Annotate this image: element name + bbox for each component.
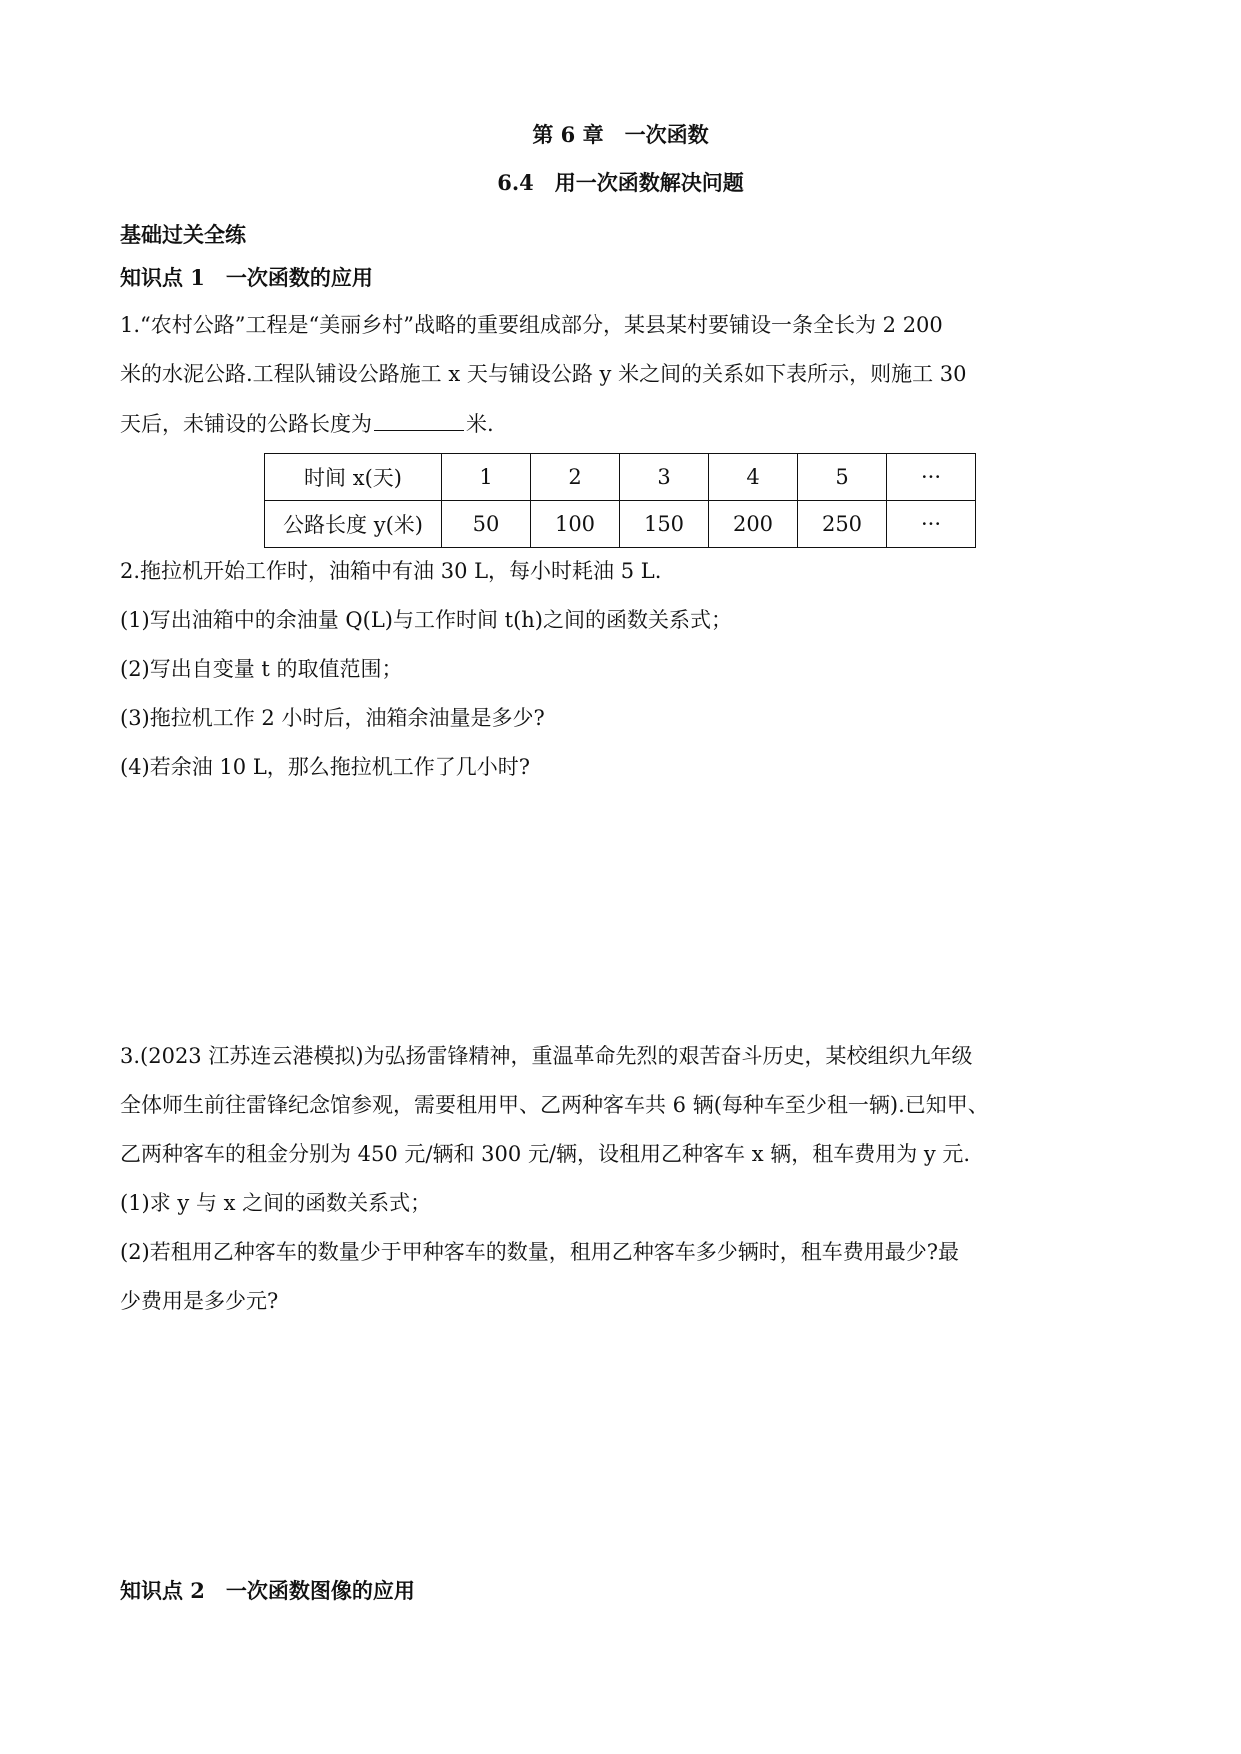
q3-part-2-line-2: 少费用是多少元?: [120, 1289, 279, 1313]
table-cell: 100: [531, 501, 620, 548]
table-cell: 250: [798, 501, 887, 548]
q3-line-1: 3.(2023 江苏连云港模拟)为弘扬雷锋精神，重温革命先烈的艰苦奋斗历史，某校组织九年级: [120, 1044, 973, 1068]
q1-line-1: 1.“农村公路”工程是“美丽乡村”战略的重要组成部分，某县某村要铺设一条全长为 2 200: [120, 313, 943, 337]
q3-part-1: (1)求 y 与 x 之间的函数关系式；: [120, 1191, 432, 1215]
q2-part-3: (3)拖拉机工作 2 小时后，油箱余油量是多少?: [120, 706, 545, 730]
q1-line-3: [120, 408, 1130, 439]
q1-line-3-text: 天后，未铺设的公路长度为: [120, 412, 372, 436]
q2-part-2: (2)写出自变量 t 的取值范围；: [120, 657, 403, 681]
q3-line-3: 乙两种客车的租金分别为 450 元/辆和 300 元/辆，设租用乙种客车 x 辆，租车费用为 y 元.: [120, 1142, 971, 1166]
table-cell: 1: [442, 454, 531, 501]
section-title: 6.4 用一次函数解决问题: [497, 170, 744, 195]
table-cell: 4: [709, 454, 798, 501]
table-cell: 150: [620, 501, 709, 548]
answer-blank: [374, 408, 464, 431]
table-cell: 时间 x(天): [265, 454, 442, 501]
q2-part-4: (4)若余油 10 L，那么拖拉机工作了几小时?: [120, 755, 531, 779]
table-row: [265, 454, 976, 501]
table-cell: 3: [620, 454, 709, 501]
table-cell: ···: [887, 501, 976, 548]
q2-stem: 2.拖拉机开始工作时，油箱中有油 30 L，每小时耗油 5 L.: [120, 559, 662, 583]
table-cell: 5: [798, 454, 887, 501]
knowledge-point-1-heading: 知识点 1 一次函数的应用: [120, 265, 373, 290]
table-row: [265, 501, 976, 548]
q3-line-2: 全体师生前往雷锋纪念馆参观，需要租用甲、乙两种客车共 6 辆(每种车至少租一辆).已知甲、: [120, 1093, 989, 1117]
q3-part-2-line-1: (2)若租用乙种客车的数量少于甲种客车的数量，租用乙种客车多少辆时，租车费用最少?最: [120, 1240, 960, 1264]
q1-line-3-unit: 米.: [466, 412, 494, 436]
table-cell: ···: [887, 454, 976, 501]
table-cell: 2: [531, 454, 620, 501]
table-cell: 50: [442, 501, 531, 548]
table-cell: 公路长度 y(米): [265, 501, 442, 548]
knowledge-point-2-heading: 知识点 2 一次函数图像的应用: [120, 1578, 415, 1603]
part-title: 基础过关全练: [120, 222, 246, 247]
q1-table: [264, 453, 976, 548]
q1-line-2: 米的水泥公路.工程队铺设公路施工 x 天与铺设公路 y 米之间的关系如下表所示，则施工 30: [120, 362, 967, 386]
table-cell: 200: [709, 501, 798, 548]
chapter-title: 第 6 章 一次函数: [532, 122, 709, 147]
q2-part-1: (1)写出油箱中的余油量 Q(L)与工作时间 t(h)之间的函数关系式；: [120, 608, 732, 632]
